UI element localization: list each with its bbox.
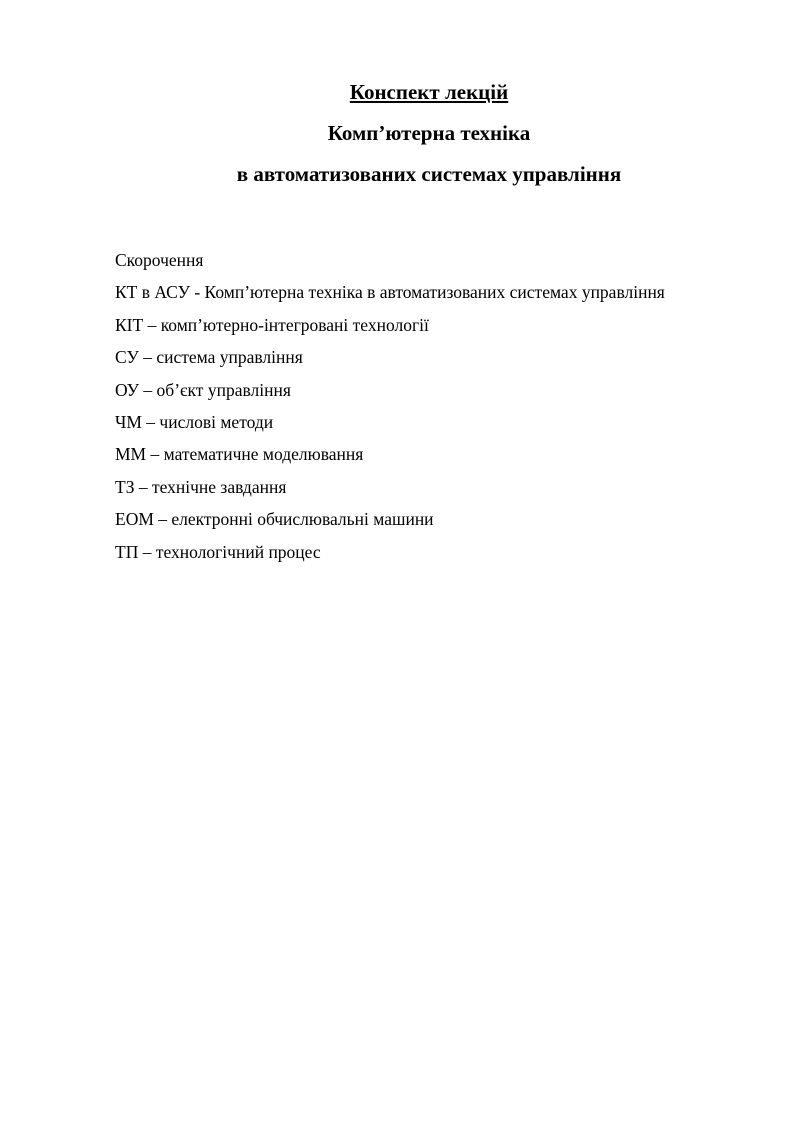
abbreviation-item: ТП – технологічний процес bbox=[115, 541, 321, 562]
title-line-lecture-notes: Конспект лекцій bbox=[349, 80, 509, 104]
abbreviation-item: СУ – система управління bbox=[115, 347, 303, 368]
abbreviations-section bbox=[115, 244, 755, 568]
abbreviation-item: ЕОМ – електронні обчислювальні машини bbox=[115, 509, 434, 530]
title-line-subject: Комп’ютерна техніка bbox=[327, 121, 531, 145]
abbreviation-item: ММ – математичне моделювання bbox=[115, 444, 364, 465]
abbreviation-item: КІТ – комп’ютерно-інтегровані технології bbox=[115, 314, 429, 335]
abbreviation-item: КТ в АСУ - Комп’ютерна техніка в автоматизованих системах управління bbox=[115, 282, 665, 303]
abbreviation-item: ЧМ – числові методи bbox=[115, 412, 274, 433]
abbreviations-list bbox=[115, 276, 755, 568]
abbreviations-heading: Скорочення bbox=[115, 250, 204, 270]
document-title bbox=[0, 72, 800, 195]
abbreviation-item: ОУ – об’єкт управління bbox=[115, 379, 291, 400]
title-line-subject-continued: в автоматизованих системах управління bbox=[236, 162, 622, 186]
abbreviation-item: ТЗ – технічне завдання bbox=[115, 476, 287, 497]
